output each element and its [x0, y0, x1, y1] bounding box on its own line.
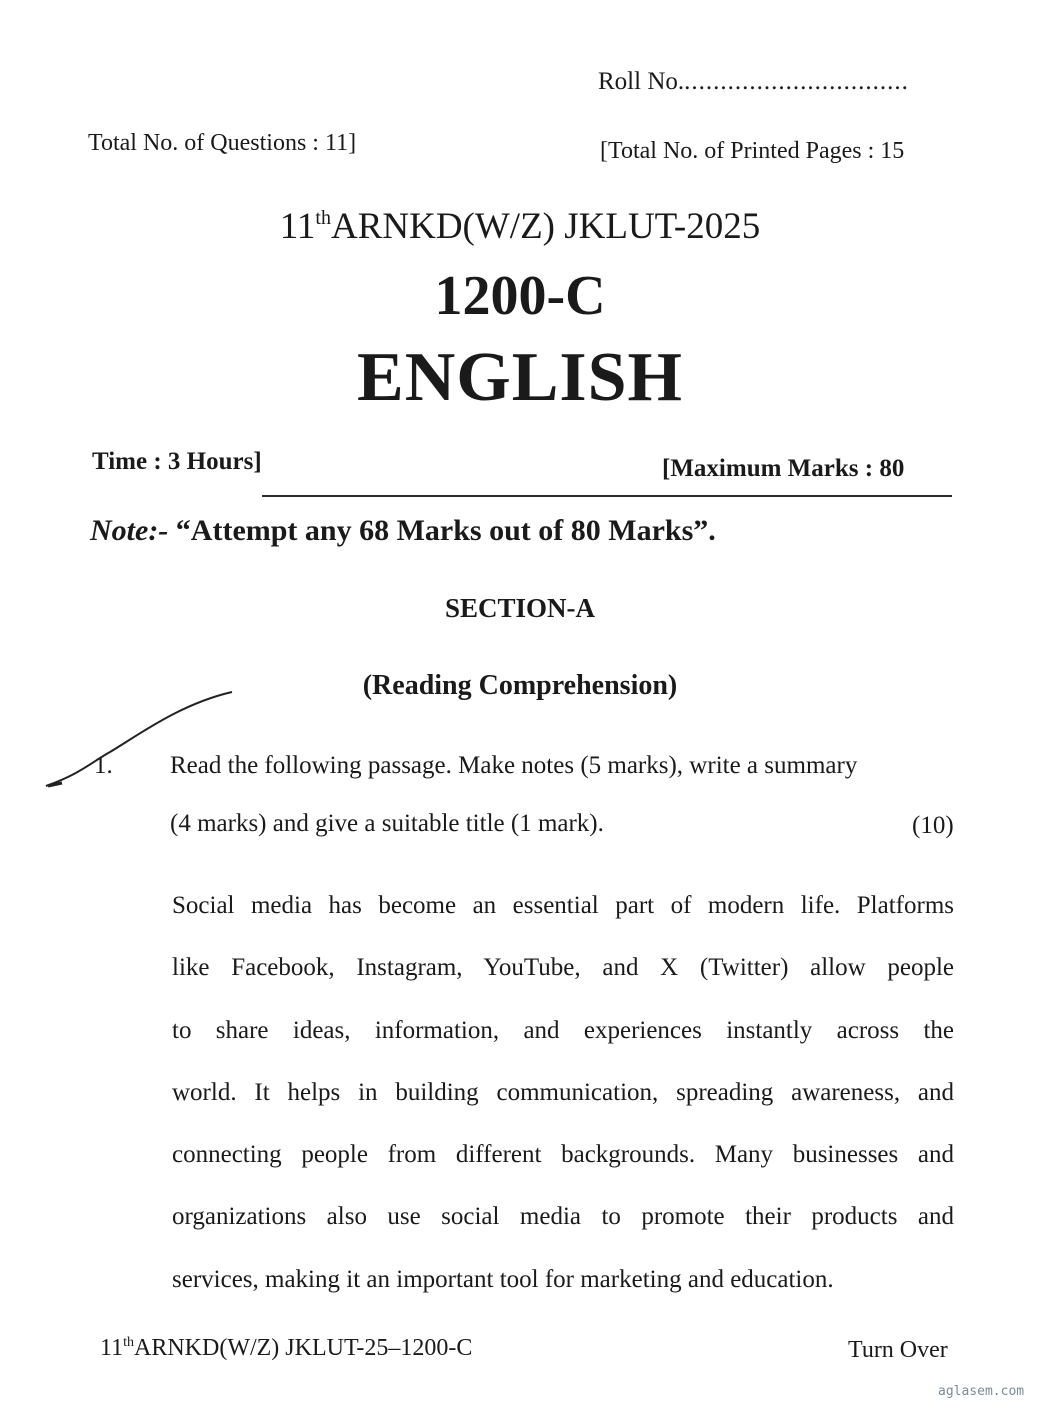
question-number: 1.	[94, 752, 113, 779]
footer-code-rest: ARNKD(W/Z) JKLUT-25–1200-C	[134, 1335, 473, 1361]
passage-line: world. It helps in building communication, spreading awareness, and	[172, 1078, 954, 1106]
header-divider	[262, 495, 952, 497]
roll-dots: ...............................	[684, 68, 909, 95]
passage-line: to share ideas, information, and experiences instantly across the	[172, 1016, 954, 1044]
subject-title: ENGLISH	[357, 339, 683, 416]
footer-code-prefix: 11	[100, 1335, 124, 1361]
note-label: Note:-	[90, 514, 169, 547]
footer-code	[100, 1335, 472, 1362]
total-questions: Total No. of Questions : 11]	[88, 130, 357, 156]
paper-code: 1200-C	[434, 265, 606, 327]
passage	[172, 875, 954, 1311]
passage-line: connecting people from different backgrounds. Many businesses and	[172, 1141, 954, 1169]
exam-time: Time : 3 Hours]	[92, 448, 262, 475]
section-title: SECTION-A	[444, 593, 596, 623]
printed-pages: [Total No. of Printed Pages : 15	[600, 138, 905, 164]
exam-code-sup: th	[315, 207, 331, 229]
question-instruction-line2: (4 marks) and give a suitable title (1 mark).	[170, 810, 604, 837]
exam-code-prefix: 11	[279, 206, 316, 247]
watermark: aglasem.com	[938, 1384, 1025, 1399]
exam-code	[0, 205, 1040, 248]
roll-number	[598, 68, 909, 96]
maximum-marks: [Maximum Marks : 80	[662, 455, 905, 482]
question-marks: (10)	[912, 812, 954, 839]
section-subtitle: (Reading Comprehension)	[362, 670, 678, 701]
footer-code-sup: th	[123, 1335, 134, 1350]
passage-line: Social media has become an essential part of modern life. Platforms	[172, 892, 954, 919]
passage-line: services, making it an important tool for marketing and education.	[172, 1265, 834, 1293]
roll-label: Roll No.	[598, 68, 685, 95]
passage-line: organizations also use social media to promote their products and	[172, 1203, 954, 1231]
turn-over: Turn Over	[848, 1337, 948, 1363]
note	[90, 514, 716, 548]
passage-line: like Facebook, Instagram, YouTube, and X (Twitter) allow people	[172, 954, 954, 982]
note-text: “Attempt any 68 Marks out of 80 Marks”.	[175, 514, 716, 547]
exam-code-rest: ARNKD(W/Z) JKLUT-2025	[330, 206, 761, 247]
question-instruction-line1: Read the following passage. Make notes (5 marks), write a summary	[170, 752, 858, 779]
